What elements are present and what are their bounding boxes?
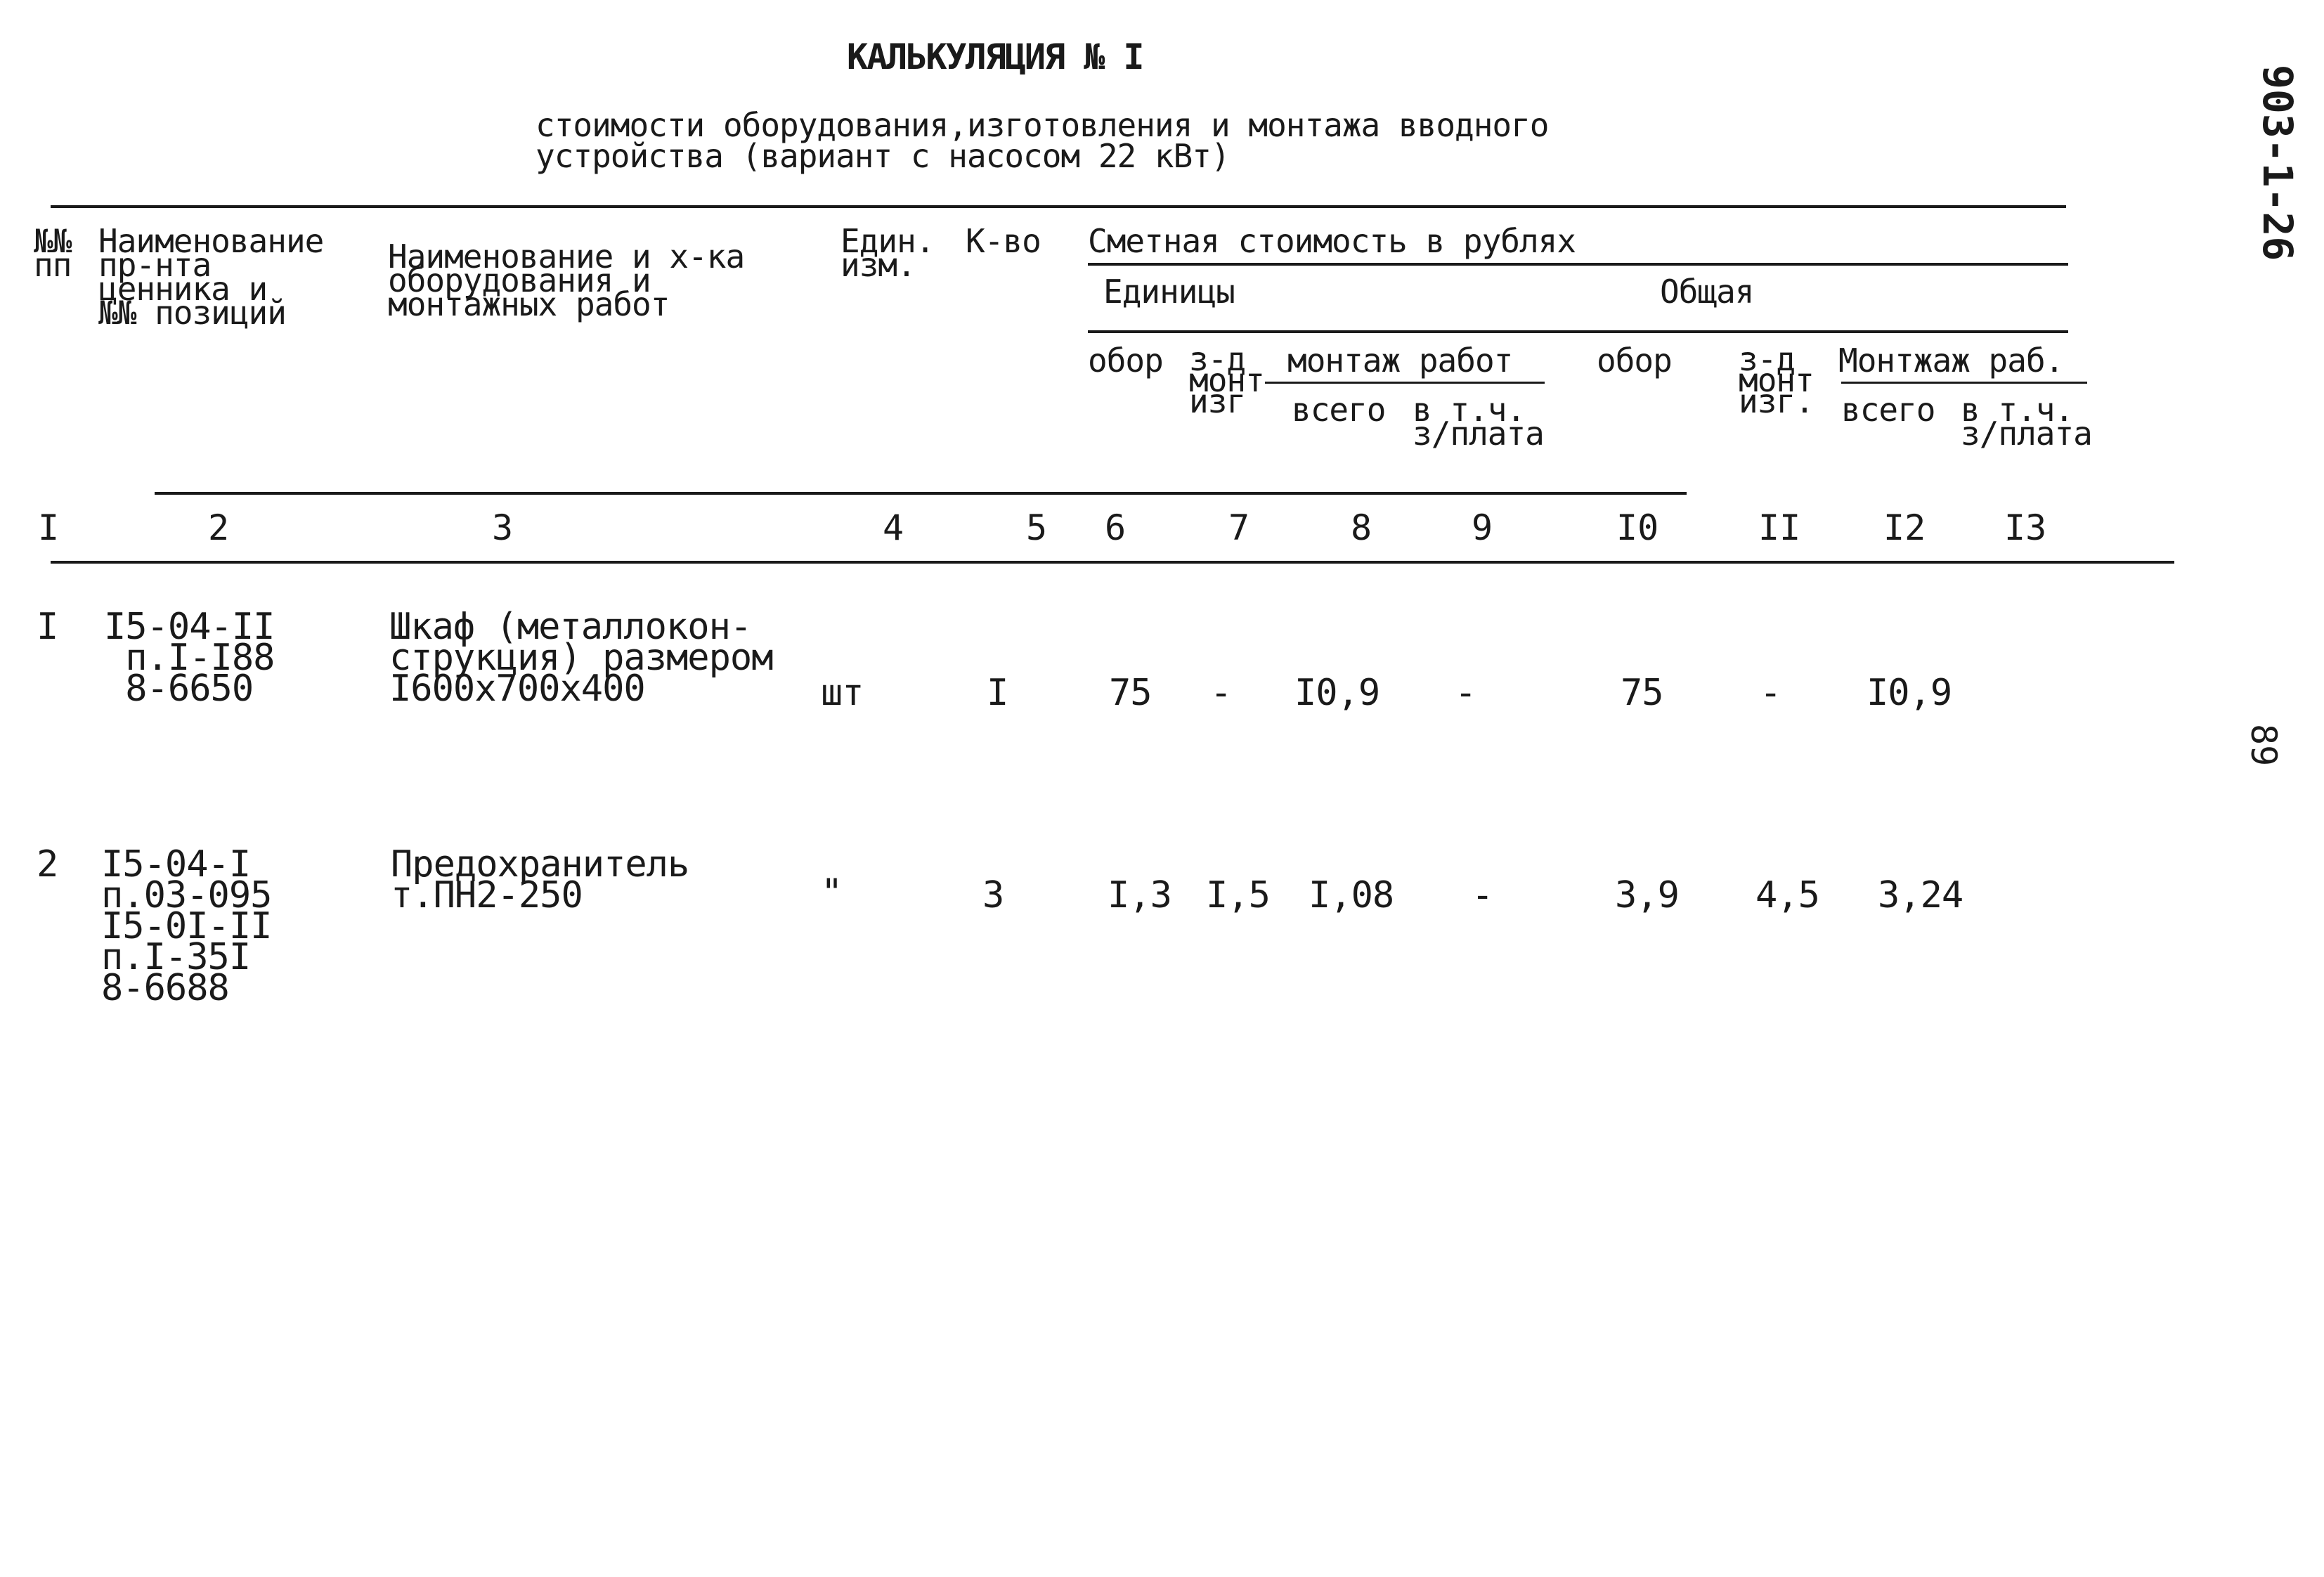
row-unit-equipment: 75	[1109, 672, 1152, 714]
mount-group2-underline	[1841, 382, 2087, 384]
row-total-mount: 3,24	[1878, 874, 1963, 916]
header-col-number: №№ пп	[34, 222, 72, 284]
document-subtitle-line2: устройства (вариант с насосом 22 кВт)	[535, 137, 1230, 175]
row-unit-equipment: I,3	[1108, 874, 1171, 916]
column-number-11: II	[1758, 507, 1801, 548]
row-unit-factory: I,5	[1206, 874, 1270, 916]
document-subtitle-line1: стоимости оборудования,изготовления и монтажа вводного	[535, 106, 1549, 144]
column-numbers-rule	[51, 561, 2174, 564]
row-total-mount: I0,9	[1867, 672, 1952, 714]
column-number-9: 9	[1472, 507, 1493, 548]
row-number: I	[37, 606, 58, 648]
row-unit: "	[821, 871, 843, 914]
header-col-10: обор	[1597, 342, 1672, 379]
header-col-7: з-д монт изг	[1189, 340, 1264, 420]
row-unit-mount-total: I0,9	[1294, 672, 1380, 714]
header-mount-group: монтаж работ	[1287, 342, 1513, 379]
row-price-ref: I5-04-I п.03-095 I5-0I-II п.I-35I 8-6688	[101, 843, 272, 1009]
row-unit: шт	[821, 672, 864, 714]
mount-group-underline	[1265, 382, 1545, 384]
column-number-8: 8	[1351, 507, 1372, 548]
header-bottom-rule	[155, 492, 1687, 495]
header-col-12: всего	[1841, 391, 1935, 429]
unit-total-rule	[1088, 330, 2068, 333]
row-quantity: 3	[982, 874, 1004, 916]
row-unit-mount-salary: -	[1455, 672, 1476, 714]
header-total-group: Общая	[1660, 273, 1754, 311]
row-total-equipment: 75	[1621, 672, 1663, 714]
column-number-1: I	[38, 507, 60, 548]
header-col-price-ref: Наименование пр-нта ценника и №№ позиций	[98, 222, 324, 332]
header-col-8: всего	[1292, 391, 1386, 429]
row-quantity: I	[987, 672, 1008, 714]
page-number: 89	[2243, 724, 2284, 767]
column-number-13: I3	[2004, 507, 2047, 548]
header-unit-group: Единицы	[1103, 273, 1235, 311]
row-equipment-name: Предохранитель т.ПН2-250	[391, 843, 689, 916]
column-number-3: 3	[492, 507, 514, 548]
header-mount-group2: Монтжаж раб.	[1838, 342, 2064, 379]
row-total-equipment: 3,9	[1615, 874, 1679, 916]
header-col-quantity: К-во	[966, 222, 1041, 260]
row-total-factory: 4,5	[1755, 874, 1819, 916]
row-price-ref: I5-04-II п.I-I88 8-6650	[104, 606, 275, 710]
header-col-11: з-д монт изг.	[1739, 340, 1814, 420]
row-unit-mount-total: I,08	[1309, 874, 1394, 916]
column-number-4: 4	[883, 507, 904, 548]
column-number-10: I0	[1616, 507, 1659, 548]
column-number-2: 2	[208, 507, 230, 548]
document-title: КАЛЬКУЛЯЦИЯ № I	[847, 37, 1143, 77]
header-col-9: в т.ч. з/плата	[1413, 391, 1544, 453]
cost-group-rule	[1088, 263, 2068, 266]
row-unit-mount-salary: -	[1472, 874, 1493, 916]
row-equipment-name: Шкаф (металлокон- струкция) размером I600х700х400	[389, 606, 773, 710]
header-col-unit: Един. изм.	[840, 222, 935, 284]
header-col-13: в т.ч. з/плата	[1961, 391, 2092, 453]
header-cost-group: Сметная стоимость в рублях	[1088, 222, 1576, 260]
row-total-factory: -	[1760, 672, 1781, 714]
column-number-6: 6	[1105, 507, 1127, 548]
column-number-12: I2	[1883, 507, 1926, 548]
column-number-5: 5	[1026, 507, 1048, 548]
row-unit-factory: -	[1210, 672, 1232, 714]
table-top-rule	[51, 205, 2066, 208]
row-number: 2	[37, 843, 58, 885]
column-number-7: 7	[1228, 507, 1250, 548]
header-col-6: обор	[1088, 342, 1163, 379]
header-col-equipment-name: Наименование и х-ка оборудования и монтажных работ	[388, 238, 745, 323]
side-code: 903-1-26	[2254, 65, 2302, 261]
